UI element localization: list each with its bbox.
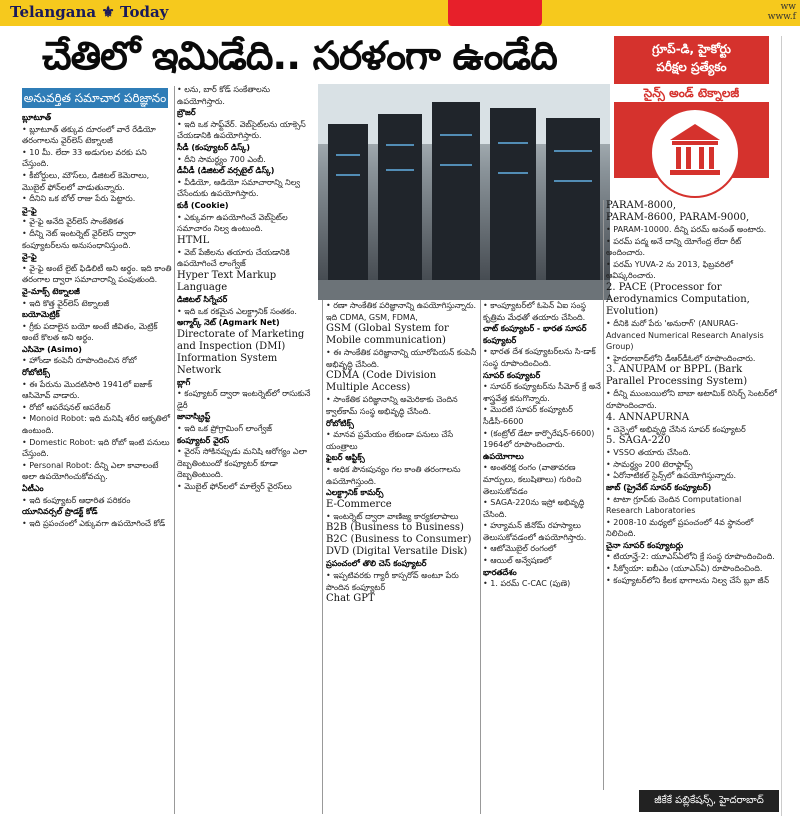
headline: చేతిలో ఇమిడేది.. సరళంగా ఉండేది [42,34,557,79]
bullet-text: 3. ANUPAM or BPPL (Bark Parallel Processing System) [606,364,748,388]
subheading: డీవీడీ (డిజిటల్ వర్సటైల్ డిస్క్) [177,166,275,176]
bullet-text: Directorate of Marketing and Inspection (DMI) [177,328,305,352]
subheading: డిజిటల్ సిగ్నేచర్ [177,294,228,304]
column-e [606,200,778,790]
column-b [177,84,317,814]
bullet-text: • మొదటి సూపర్ కంప్యూటర్ సీడీసీ-6600 [483,405,573,426]
bullet-text: • Personal Robot: దీన్ని ఎలా కావాలంటే అలా ఉపయోగించుకోవచ్చు. [22,460,159,482]
column-a [22,112,172,812]
adjacent-column-edge [781,36,800,816]
subheading: వై-మాక్స్ టెక్నాలజీ [22,286,80,296]
special-box-tag: సైన్స్ అండ్ టెక్నాలజీ [614,84,769,102]
bullet-text: 5. SAGA-220 [606,435,671,447]
bullet-text: • హ్యూమన్ జీనోమ్ రహస్యాలు తెలుసుకోవడంలో ఉపయోగిస్తారు. [483,521,587,542]
bullet-text: • కంప్యూటర్ ద్వారా ఇంటర్నెట్‌లో రాసుకునే డైరీ [177,389,311,410]
bullet-text: • సామర్థ్యం 200 టెరాఫ్లాప్స్ [606,459,693,469]
subheading: చాట్ కంప్యూటర్ - భారత సూపర్ కంప్యూటర్ [483,324,587,345]
bullet-text: • ఆయిల్ అన్వేషణలో [483,556,552,566]
bullet-text: • దీనికి మరో పేరు 'అనురాగ్' (ANURAG- Advanced Numerical Research Analysis Group) [606,318,764,352]
bullet-text: • హైదరాబాద్‌లోని డీఆర్‌డీఓలో రూపొందించారు. [606,353,756,363]
bullet-text: E-Commerce [326,498,392,510]
bullet-text: • ఇది కంప్యూటర్ ఆధారిత పరికరం [22,495,131,505]
bullet-text: • వై-ఫై అనేది వైర్‌లెస్ సాంకేతికత [22,217,124,227]
subheading: ప్రపంచంలో తొలి చెస్ కంప్యూటర్ [326,559,427,569]
bullet-text: • VSSO తయారు చేసింది. [606,448,691,458]
subheading: బ్రౌజర్ [177,108,196,118]
bullet-text: • హోండా కంపెనీ రూపొందించిన రోబో [22,356,137,366]
subheading: యూనివర్సల్ ప్రొడక్ట్ కోడ్ [22,507,98,517]
bullet-text: • దీనిని ఒక బోల్ రాజు పేరు పెట్టారు. [22,194,136,204]
bullet-text: CDMA (Code Division Multiple Access) [326,370,437,394]
bullet-text: • గ్రీకు పదాలైన బయో అంటే జీవితం, మెట్రిక్ అంటే కొలత అని అర్థం. [22,321,158,343]
subheading: రోబోటిక్స్ [326,418,354,428]
special-box-line2: పరీక్షల ప్రత్యేకం [656,60,727,74]
bullet-text: • అంతరిక్ష రంగం (వాతావరణ మార్పులు, కలుషితాలు) గురించి తెలుసుకోవడం [483,463,582,496]
subheading: జాబ్ (ప్రైవేట్ సూపర్ కంప్యూటర్) [606,482,712,492]
bullet-text: • దీన్ని నెట్ ఇంటర్నెట్ వైర్‌లెస్ ద్వారా కంప్యూటర్‌లను అనుసంధానిస్తుంది. [22,228,136,250]
bullet-text: B2B (Business to Business) [326,522,464,534]
bullet-text: • PARAM-10000. దీన్ని పరమ్ అనంత్ అంటారు. [606,225,767,234]
bullet-text: • కంప్యూటర్‌లోని కీలక భాగాలను నిల్వ చేసే బ్లూ జీన్ [606,575,769,585]
supercomputer-photo [318,84,610,300]
bullet-text: • బ్లూటూత్ తక్కువ దూరంలో వారే రేడియో తరంగాలను వైర్‌లెస్ టెక్నాలజీ [22,124,156,146]
subheading: వై-ఫై [22,252,37,262]
bullet-text: Chat GPT [326,593,375,605]
column-d [483,300,601,810]
subheading: బ్లూటూత్ [22,113,52,122]
bullet-text: • సీక్వోయా: ఐబీఎం (యూఎస్ఏ) రూపొందించింది. [606,564,763,574]
bullet-text: GSM (Global System for Mobile communication) [326,323,449,347]
publisher-footer: జీకేకే పబ్లికేషన్స్, హైదరాబాద్ [639,790,779,812]
subheading: అగ్మార్క్ నెట్ (Agmark Net) [177,318,280,328]
masthead-logo-box [448,0,542,26]
bullet-text: • SAGA-220ను ఇస్రో అభివృద్ధి చేసింది. [483,498,585,519]
bullet-text: • భారత దేశ కంప్యూటర్‌లను సి-డాక్ సంస్థ రూపొందించింది. [483,347,596,368]
bullet-text: • మానవ ప్రమేయం లేకుండా పనులు చేసే యంత్రాలు [326,430,454,451]
bullet-text: • ఇది ప్రపంచంలో ఎక్కువగా ఉపయోగించే కోడ్ [22,518,166,528]
bullet-text: DVD (Digital Versatile Disk) [326,546,468,558]
subheading: బయోమెట్రిక్ [22,310,60,320]
subheading: రోబోటిక్స్ [22,368,50,378]
subheading: భారతదేశం [483,567,517,577]
bullet-text: • Monoid Robot: ఇది మనిషి శరీర ఆకృతిలో ఉంటుంది. [22,414,171,436]
subheading: జావాస్క్రిప్ట్ [177,412,211,422]
subheading: సూపర్ కంప్యూటర్ [483,370,541,380]
special-box-line1: గ్రూప్-డి, హైకోర్టు [652,42,731,56]
subheading: ఎసిమో (Asimo) [22,344,82,354]
bullet-text: • 1. పరమ్ C-CAC (పుణె) [483,579,571,589]
subheading: చైనా సూపర్ కంప్యూటర్లు [606,540,684,550]
bullet-text: • చెన్నైలో అభివృద్ధి చేసిన సూపర్ కంప్యూటర్ [606,424,746,434]
bullet-text: • దీని సామర్థ్యం 700 ఎంబీ. [177,154,266,164]
web-line-1: ww [780,2,796,12]
bullet-text: • ఇది ఒక ప్రోగ్రామింగ్ లాంగ్వేజ్ [177,424,273,434]
bullet-text: • ఎక్కువగా ఉపయోగించే వెబ్‌సైట్‌ల సమాచారం నిల్వ ఉంటుంది. [177,212,288,234]
bullet-text: PARAM-8000, [606,200,677,211]
column-c [326,300,478,810]
masthead-web [768,2,796,22]
bullet-text: Hyper Text Markup Language [177,269,277,293]
bullet-text: • ఈ సాంకేతిక పరిజ్ఞానాన్ని యూరోపియన్ కంపెనీ అభివృద్ధి చేసింది. [326,348,477,369]
bullet-text: • సాంకేతిక పరిజ్ఞానాన్ని అమెరికాకు చెందిన క్వాల్‌కామ్ సంస్థ అభివృద్ధి చేసింది. [326,395,458,416]
bullet-text: 2. PACE (Processor for Aerodynamics Computation, Evolution) [606,281,750,317]
subheading: ఉపయోగాలు [483,451,524,461]
masthead-brand: Telangana ⚜ Today [10,3,169,21]
bullet-text: • ఇది ఒక రకమైన ఎలక్ట్రానిక్ సంతకం. [177,306,297,316]
web-line-2: www.f [767,12,796,22]
institution-icon [650,108,740,198]
bullet-text: • పరమ్ YUVA-2 ను 2013, ఫిబ్రవరిలో ఆవిష్కరించారు. [606,259,733,281]
bullet-text: • ఆటోమొబైల్ రంగంలో [483,544,557,554]
bullet-text: • లను, బార్ కోడ్ సంకేతాలను ఉపయోగిస్తారు. [177,85,271,106]
subheading: ఫైబర్ ఆప్టిక్స్ [326,453,365,463]
bullet-text: HTML [177,234,210,246]
bullet-text: • 10 మీ. లేదా 33 అడుగుల వరకు పని చేస్తుంది. [22,147,147,169]
bullet-text: • ఇది కొత్త వైర్‌లెస్ టెక్నాలజీ [22,298,110,308]
bullet-text: • (కంట్రోల్ డేటా కార్పొరేషన్-6600) 1964లో రూపొందించారు. [483,428,595,450]
section-label: అనువర్తిత సమాచార పరిజ్ఞానం [22,88,168,108]
bullet-text: • అధిక పౌనఃపున్యం గల కాంతి తరంగాలను ఉపయోగిస్తుంది. [326,464,461,486]
bullet-text: • వై-ఫై అంటే లైట్ ఫిడిలిటీ అని అర్థం. ఇది కాంతి తరంగాల ద్వారా సమాచారాన్ని పంపుతుంది. [22,263,172,285]
subheading: కుకీ (Cookie) [177,200,229,210]
subheading: సీడీ (కంప్యూటర్ డిస్క్) [177,142,250,152]
bullet-text: • వైరస్ సోకినప్పుడు మనిషి ఆరోగ్యం ఎలా దెబ్బతింటుందో కంప్యూటర్ కూడా దెబ్బతింటుంది. [177,447,307,480]
bullet-text: • టియాన్హే-2: యూఎస్ఏలోని క్రే సంస్థ రూపొందించింది. [606,552,775,562]
bullet-text: • ఇప్పటివరకు గ్యారీ కాస్పరోవ్ అంటూ పేరు పొందిన కంప్యూటర్ [326,570,459,592]
bullet-text: • పరమ్ పద్మ అనే దాన్ని యోగేంద్ర లేదా రీట్ అందించారు. [606,236,742,258]
subheading: బ్లాగ్ [177,377,191,387]
bullet-text: • రోబో ఆపరేషనల్ ఆపరేటర్ [22,402,111,412]
bullet-text: • టాటా గ్రూప్‌కు చెందిన Computational Research Laboratories [606,494,742,516]
bullet-text: • రణా సాంకేతిక పరిజ్ఞానాన్ని ఉపయోగిస్తున్నారు. ఇది CDMA, GSM, FDMA, [326,301,477,322]
bullet-text: • ఏరోనాటికల్ సైన్స్‌లో ఉపయోగిస్తున్నారు. [606,471,737,481]
bullet-text: • వెబ్ పేజీలను తయారు చేయడానికి ఉపయోగించే లాంగ్వేజ్ [177,247,290,269]
bullet-text: • సూపర్ కంప్యూటర్‌ను సీమోర్ క్రే అనే శాస్త్రవేత్త కనుగొన్నారు. [483,382,601,403]
bullet-text: • వీడియో, ఆడియో సమాచారాన్ని నిల్వ చేసేందుకు ఉపయోగిస్తారు. [177,177,301,199]
bullet-text: • దీన్ని ముంబయిలోని బాబా అటామిక్ రిసెర్చ్ సెంటర్‌లో రూపొందించారు. [606,389,777,410]
bullet-text: • కాంప్యూటర్‌లో ఓపెన్ ఏఐ సంస్థ కృత్రిమ మేధతో తయారు చేసింది. [483,301,587,322]
subheading: కంప్యూటర్ వైరస్ [177,435,230,445]
bullet-text: PARAM-8600, PARAM-9000, [606,212,750,223]
bullet-text: • కీబోర్డులు, మౌస్‌లు, డిజిటల్ కెమెరాలు, మొబైల్ ఫోన్‌లలో వాడుతున్నారు. [22,170,150,192]
bullet-text: • మొబైల్ ఫోన్‌లలో మాల్వేర్ వైరస్‌లు [177,482,292,492]
bullet-text: • ఇది ఒక సాఫ్ట్‌వేర్. వెబ్‌సైట్‌లను యాక్సెస్ చేయడానికి ఉపయోగిస్తారు. [177,119,306,141]
bullet-text: • ఇంటర్నెట్ ద్వారా వాణిజ్య కార్యకలాపాలు [326,511,459,521]
bullet-text: B2C (Business to Consumer) [326,534,472,546]
bullet-text: • ఈ పేరును మొదటిసారి 1941లో ఐజాక్ ఆసిమోవ్ వాడారు. [22,379,153,401]
subheading: వై-ఫై [22,205,37,215]
bullet-text: 4. ANNAPURNA [606,411,690,423]
bullet-text: • 2008-10 మధ్యలో ప్రపంచంలో 4వ స్థానంలో నిలిచింది. [606,517,754,539]
bullet-text: Information System Network [177,352,278,376]
subheading: ఏటీఎం [22,484,44,493]
bullet-text: • Domestic Robot: ఇది రోబో ఇంటి పనులు చేస్తుంది. [22,437,170,459]
subheading: ఎలక్ట్రానిక్ కామర్స్ [326,488,384,498]
